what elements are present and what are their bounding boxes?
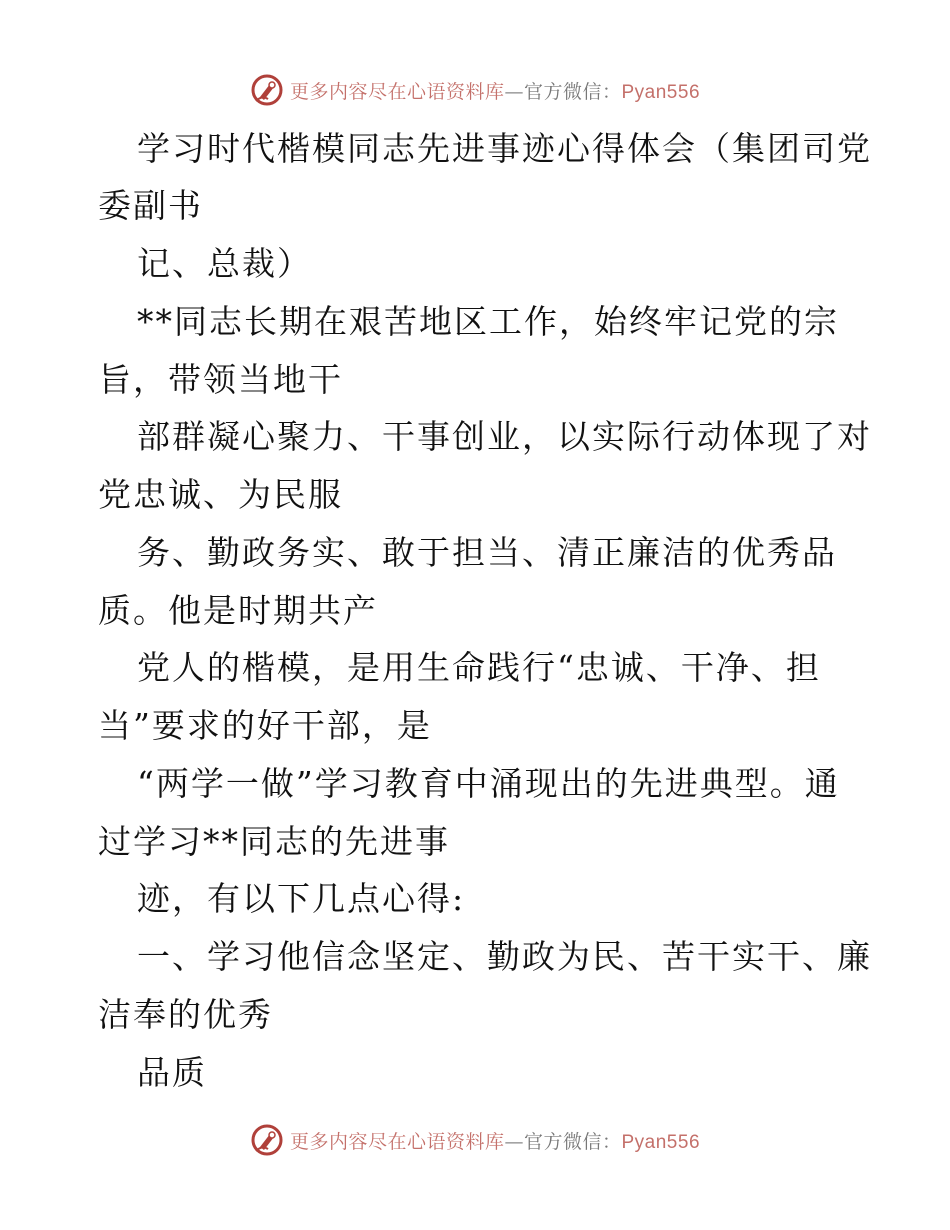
text-line: 当”要求的好干部，是	[98, 706, 432, 745]
text-line: 品质	[137, 1053, 207, 1092]
text-line: 党人的楷模，是用生命践行“忠诚、干净、担	[137, 648, 821, 687]
watermark-text	[290, 1127, 700, 1154]
text-line: 学习时代楷模同志先进事迹心得体会（集团司党	[137, 129, 872, 168]
text-line: 部群凝心聚力、干事创业，以实际行动体现了对	[137, 417, 872, 456]
watermark-text	[290, 77, 700, 104]
text-line: 旨，带领当地干	[98, 360, 343, 399]
watermark-wechat-label: 官方微信：	[523, 80, 622, 103]
text-line: 一、学习他信念坚定、勤政为民、苦干实干、廉	[137, 937, 872, 976]
text-line: “两学一做”学习教育中涌现出的先进典型。通	[137, 764, 840, 803]
logo-icon	[250, 73, 284, 107]
watermark-wechat-id: Pyan556	[621, 1131, 701, 1153]
text-line: 党忠诚、为民服	[98, 475, 343, 514]
logo-icon	[250, 1123, 284, 1157]
watermark-footer	[0, 1120, 950, 1160]
text-line: 洁奉的优秀	[98, 995, 273, 1034]
text-line: 委副书	[98, 186, 203, 225]
text-line: 务、勤政务实、敢于担当、清正廉洁的优秀品	[137, 533, 837, 572]
watermark-wechat-id: Pyan556	[621, 81, 701, 103]
text-line: 迹，有以下几点心得:	[137, 879, 466, 918]
text-line: 过学习**同志的先进事	[98, 822, 450, 861]
text-line: **同志长期在艰苦地区工作，始终牢记党的宗	[137, 302, 839, 341]
watermark-dash: —	[504, 80, 524, 103]
text-line: 质。他是时期共产	[98, 591, 378, 630]
watermark-site-text: 更多内容尽在心语资料库	[289, 80, 505, 103]
watermark-wechat-label: 官方微信：	[523, 1130, 622, 1153]
watermark-dash: —	[504, 1130, 524, 1153]
text-line: 记、总裁）	[137, 244, 312, 283]
watermark-header	[0, 70, 950, 110]
watermark-site-text: 更多内容尽在心语资料库	[289, 1130, 505, 1153]
